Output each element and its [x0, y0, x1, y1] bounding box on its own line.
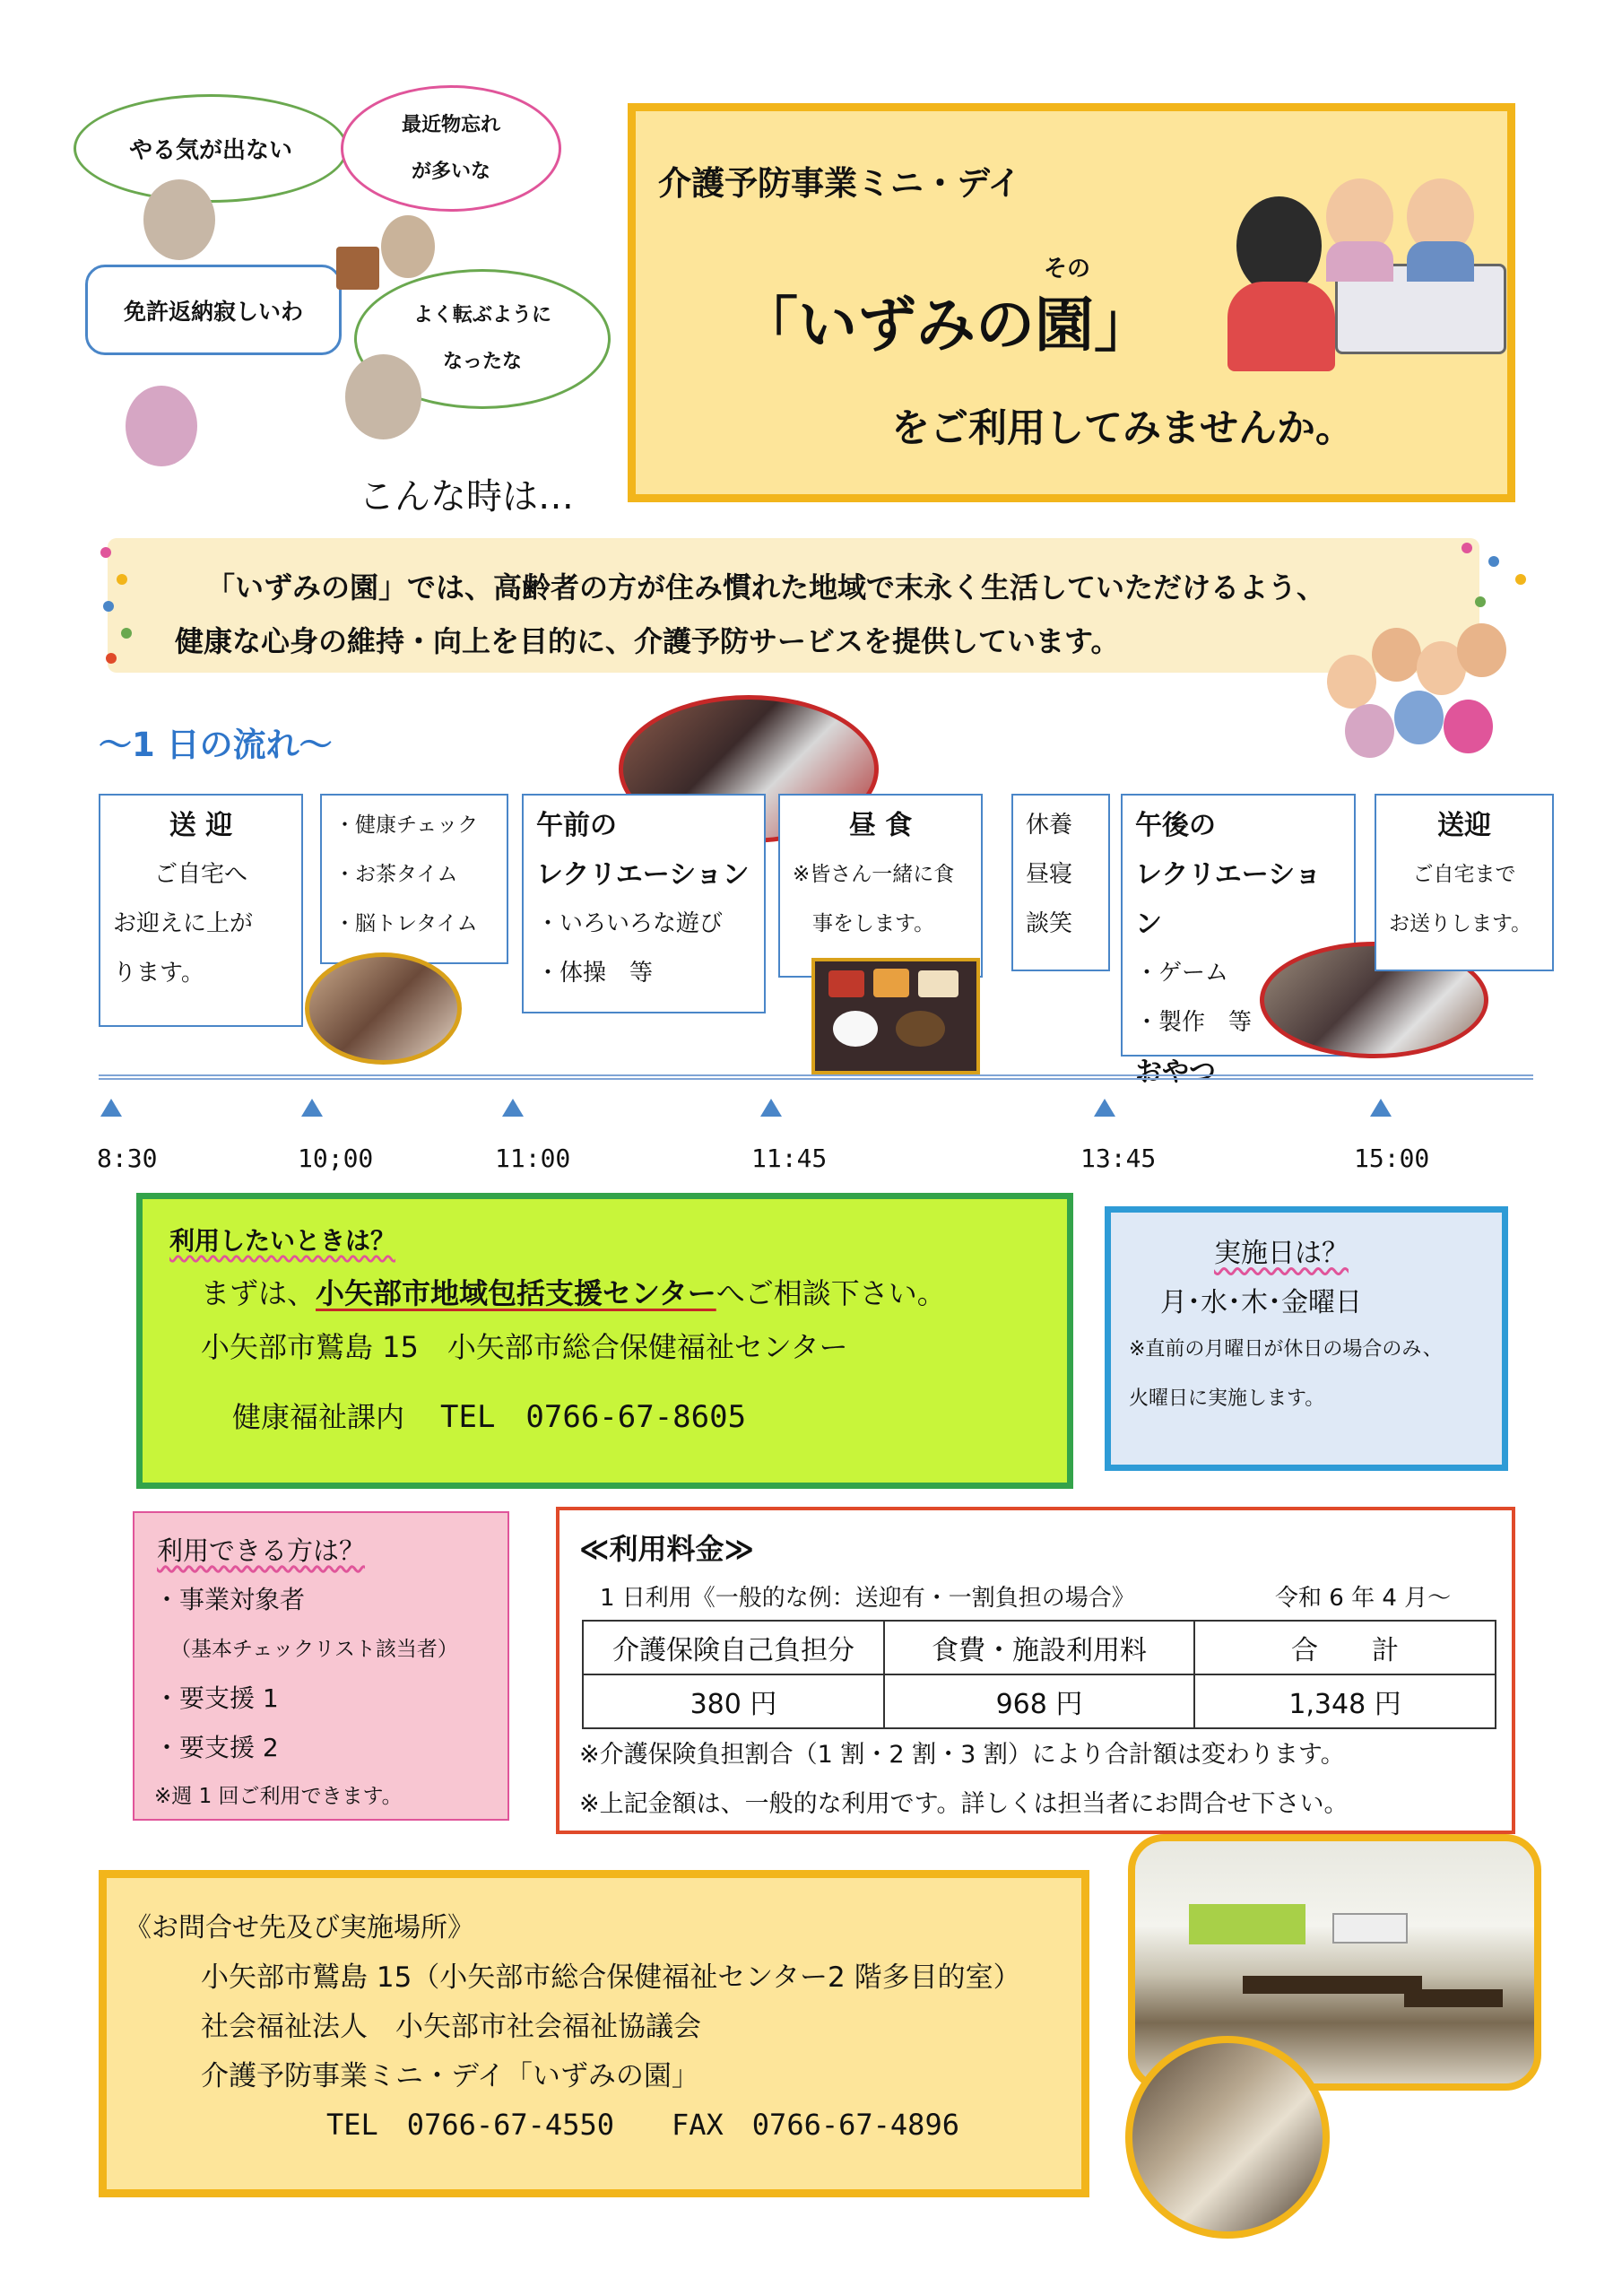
fee-table: [582, 1620, 1496, 1729]
schedule-text: ※皆さん一緒に食: [793, 863, 955, 886]
eligible-item: ・事業対象者: [154, 1585, 306, 1614]
fee-value: 1,348 円: [1194, 1674, 1496, 1728]
elderly-man-falling-illustration: [345, 354, 421, 439]
confetti-dot: [1462, 543, 1472, 553]
consult-heading: 利用したいときは？: [169, 1226, 396, 1256]
time-label: 10;00: [298, 1144, 374, 1173]
timeline-marker: [100, 1099, 122, 1117]
contact-tel-fax: TEL 0766-67-4550 FAX 0766-67-4896: [326, 2108, 959, 2142]
schedule-text: 昼寝: [1026, 861, 1073, 888]
eligible-sub: （基本チェックリスト該当者）: [170, 1638, 458, 1661]
schedule-text: ・脳トレタイム: [334, 912, 478, 935]
fee-note-2: ※上記金額は、一般的な利用です。詳しくは担当者にお問合せ下さい。: [579, 1790, 1349, 1818]
schedule-text: 事をします。: [812, 912, 935, 935]
consult-line-2: 小矢部市鷲島 15 小矢部市総合保健福祉センター: [201, 1330, 848, 1364]
timeline-marker: [301, 1099, 323, 1117]
time-label: 11:00: [495, 1144, 571, 1173]
days-value: 月･水･木･金曜日: [1160, 1287, 1362, 1318]
staff-illustration: [1227, 174, 1505, 389]
fee-note-1: ※介護保険負担割合（1 割・2 割・3 割）により合計額は変わります。: [579, 1741, 1345, 1769]
timeline-line: [99, 1074, 1533, 1080]
schedule-text: ・お茶タイム: [334, 863, 458, 886]
consult-tel: TEL 0766-67-8605: [440, 1399, 747, 1435]
confetti-dot: [121, 628, 132, 639]
fee-heading: ≪利用料金≫: [579, 1532, 755, 1566]
schedule-text: ご自宅へ: [153, 861, 247, 888]
schedule-heading: 昼 食: [848, 810, 913, 841]
consultation-box: [136, 1193, 1073, 1489]
intro-band: [108, 538, 1479, 673]
elderly-woman-illustration: [381, 215, 435, 278]
speech-bubble-license: [85, 265, 342, 355]
contact-line: 社会福祉法人 小矢部市社会福祉協議会: [201, 2011, 701, 2043]
center-name: 小矢部市地域包括支援センター: [316, 1276, 716, 1310]
schedule-text: ・健康チェック: [334, 813, 479, 837]
consult-line-3: [232, 1392, 746, 1436]
eligible-item: ・要支援 1: [154, 1683, 279, 1713]
fee-header: 食費・施設利用料: [884, 1621, 1194, 1674]
bubble-text: 免許返納寂しいわ: [123, 298, 303, 325]
consult-text: へご相談下さい。: [716, 1276, 946, 1310]
days-box: [1105, 1206, 1508, 1471]
confetti-dot: [1475, 596, 1486, 607]
eligible-note: ※週 1 回ご利用できます。: [154, 1785, 403, 1808]
confetti-dot: [1488, 556, 1499, 567]
elderly-man-illustration: [143, 179, 215, 260]
hero-title: 「いずみの園」: [739, 291, 1153, 360]
speech-bubble-forgetful: [341, 85, 561, 212]
elderly-woman-driver-illustration: [126, 386, 197, 466]
contact-box: [99, 1870, 1089, 2197]
confetti-dot: [103, 601, 114, 612]
schedule-text: 休養: [1026, 812, 1073, 839]
ruby-text: その: [1044, 256, 1091, 283]
timeline-marker: [1370, 1099, 1392, 1117]
fee-box: [556, 1507, 1515, 1834]
confetti-dot: [100, 547, 111, 558]
schedule-text: ご自宅まで: [1412, 863, 1516, 886]
time-label: 11:45: [751, 1144, 828, 1173]
bubble-text: が多いな: [411, 160, 490, 183]
schedule-heading: 午後の: [1135, 810, 1216, 841]
consult-text: まずは、: [201, 1276, 317, 1310]
schedule-pickup: [99, 794, 303, 1027]
confetti-dot: [106, 653, 117, 664]
bubble-text: やる気が出ない: [128, 137, 292, 164]
bubble-text: 最近物忘れ: [401, 113, 500, 136]
intro-line-1: 「いずみの園」では、高齢者の方が住み慣れた地域で末永く生活していただけるよう、: [206, 570, 1326, 604]
schedule-text: ・いろいろな遊び: [536, 910, 724, 937]
schedule-morning-rec: [522, 794, 766, 1013]
health-check-photo: [305, 952, 462, 1065]
contact-line: 介護予防事業ミニ・デイ「いずみの園」: [201, 2060, 699, 2092]
fee-date: 令和 6 年 4 月～: [1275, 1585, 1452, 1612]
hero-box: [628, 103, 1515, 502]
crowd-illustration: [1327, 619, 1506, 762]
flow-heading: ～1 日の流れ～: [99, 726, 333, 764]
speech-bubble-motivation: [74, 94, 348, 203]
timeline-marker: [502, 1099, 524, 1117]
schedule-return: [1375, 794, 1554, 971]
schedule-text: ・製作 等: [1135, 1009, 1253, 1036]
consult-line-1: [201, 1271, 946, 1312]
confetti-dot: [1515, 574, 1526, 585]
schedule-health: [320, 794, 508, 964]
drawer-illustration: [336, 247, 379, 290]
days-note-2: 火曜日に実施します。: [1129, 1387, 1325, 1410]
schedule-heading: 午前の: [536, 810, 617, 841]
lunch-photo: [811, 958, 980, 1074]
consult-dept: 健康福祉課内: [232, 1400, 405, 1434]
schedule-text: ・体操 等: [536, 960, 654, 987]
schedule-rest: [1011, 794, 1110, 971]
timeline-marker: [760, 1099, 782, 1117]
fee-value: 380 円: [583, 1674, 884, 1728]
stair-photo: [1125, 2036, 1330, 2239]
schedule-heading: レクリエーション: [1135, 859, 1322, 940]
contact-heading: 《お問合せ先及び実施場所》: [125, 1912, 474, 1944]
schedule-text: ・ゲーム: [1135, 960, 1229, 987]
time-label: 13:45: [1080, 1144, 1157, 1173]
table-row: [583, 1621, 1496, 1674]
schedule-heading: 送 迎: [169, 810, 233, 841]
eligible-heading: 利用できる方は？: [157, 1535, 366, 1566]
schedule-text: お迎えに上が: [113, 910, 254, 937]
intro-line-2: 健康な心身の維持・向上を目的に、介護予防サービスを提供しています。: [175, 624, 1120, 658]
schedule-text: お送りします。: [1389, 912, 1532, 935]
schedule-heading: レクリエーション: [536, 859, 750, 891]
schedule-lunch: [778, 794, 983, 978]
bubble-text: よく転ぶように: [412, 304, 551, 326]
days-heading: 実施日は？: [1214, 1238, 1349, 1269]
table-row: [583, 1674, 1496, 1728]
bubble-text: なったな: [442, 351, 522, 373]
schedule-text: ります。: [113, 960, 204, 987]
hero-tagline: をご利用してみませんか。: [891, 406, 1354, 451]
fee-value: 968 円: [884, 1674, 1194, 1728]
days-note-1: ※直前の月曜日が休日の場合のみ、: [1129, 1338, 1443, 1361]
fee-sub: 1 日利用《一般的な例：送迎有・一割負担の場合》: [600, 1585, 1135, 1612]
fee-header: 介護保険自己負担分: [583, 1621, 884, 1674]
time-label: 8:30: [97, 1144, 158, 1173]
eligible-item: ・要支援 2: [154, 1733, 279, 1762]
timeline-marker: [1094, 1099, 1115, 1117]
schedule-heading: 送迎: [1437, 810, 1491, 841]
fee-header: 合 計: [1194, 1621, 1496, 1674]
konna-text: こんな時は…: [359, 476, 574, 517]
schedule-text: 談笑: [1026, 910, 1073, 937]
time-label: 15:00: [1354, 1144, 1430, 1173]
schedule-heading: おやつ: [1135, 1057, 1216, 1088]
confetti-dot: [117, 574, 127, 585]
hero-subtitle: 介護予防事業ミニ・デイ: [658, 164, 1021, 203]
eligible-box: [133, 1511, 509, 1821]
contact-line: 小矢部市鷲島 15（小矢部市総合保健福祉センター2 階多目的室）: [201, 1961, 1021, 1994]
